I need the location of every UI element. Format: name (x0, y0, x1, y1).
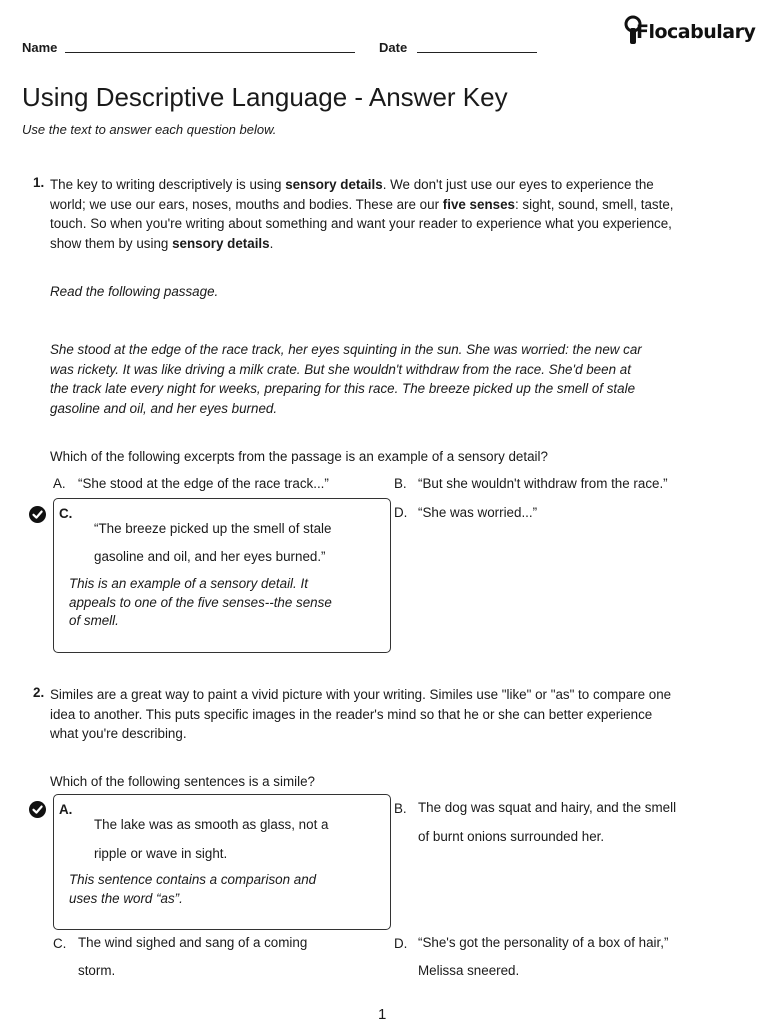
question-2-number: 2. (33, 685, 45, 700)
q2-option-b-letter: B. (394, 801, 407, 816)
question-1-intro: The key to writing descriptively is using sensory details. We don't just use our eyes to experience the world; we use our ears, noses, mouths and bodies. These are our five senses: sight, sound, smell, taste, touch. So when you're writing about something and want your reader to experience what you experience, show them by using sensory details. (50, 177, 674, 251)
q2-option-b-line2[interactable]: of burnt onions surrounded her. (418, 829, 605, 844)
question-2-intro: Similes are a great way to paint a vivid picture with your writing. Similes use "like" or "as" to compare one idea to another. This puts specific images in the reader's mind so that he or she can better experience what you're describing. (50, 687, 672, 741)
q1-explanation: This is an example of a sensory detail. It appeals to one of the five senses--the sense of smell. (69, 576, 332, 628)
q2-option-d-letter: D. (394, 936, 408, 951)
q2-explanation: This sentence contains a comparison and uses the word “as”. (69, 872, 317, 906)
question-1-prompt: Which of the following excerpts from the passage is an example of a sensory detail? (50, 449, 548, 464)
name-line (65, 52, 355, 53)
q2-option-a-line2[interactable]: ripple or wave in sight. (94, 846, 228, 861)
q1-option-d-letter: D. (394, 505, 408, 520)
question-1-number: 1. (33, 175, 45, 190)
flocabulary-logo (622, 15, 754, 49)
q1-option-a-text[interactable]: “She stood at the edge of the race track...” (78, 476, 329, 491)
question-2-prompt: Which of the following sentences is a simile? (50, 774, 315, 789)
q2-option-c-line1[interactable]: The wind sighed and sang of a coming (78, 935, 308, 950)
q1-option-b-letter: B. (394, 476, 407, 491)
page-title: Using Descriptive Language - Answer Key (22, 82, 508, 112)
name-label: Name (22, 40, 58, 55)
page-number: 1 (378, 1006, 387, 1023)
correct-check-icon (29, 801, 46, 818)
q2-option-d-line1[interactable]: “She's got the personality of a box of hair,” (418, 935, 669, 950)
q2-option-b-line1[interactable]: The dog was squat and hairy, and the smell (418, 800, 677, 815)
date-label: Date (379, 40, 408, 55)
q2-option-a-line1[interactable]: The lake was as smooth as glass, not a (94, 817, 329, 832)
q1-option-c-line1[interactable]: “The breeze picked up the smell of stale (94, 521, 332, 536)
correct-check-icon (29, 506, 46, 523)
q2-option-c-letter: C. (53, 936, 67, 951)
q2-option-d-line2[interactable]: Melissa sneered. (418, 963, 520, 978)
q2-option-a-letter: A. (59, 802, 73, 817)
q2-option-c-line2[interactable]: storm. (78, 963, 116, 978)
read-prompt: Read the following passage. (50, 284, 219, 299)
passage: She stood at the edge of the race track, her eyes squinting in the sun. She was worried: the new car was rickety. It was like driving a milk crate. But she wouldn't withdraw from the race. She'd been at the track late every night for weeks, preparing for this race. The breeze picked up the smell of stale gasoline and oil, and her eyes burned. (50, 342, 642, 416)
q1-option-c-line2[interactable]: gasoline and oil, and her eyes burned.” (94, 549, 326, 564)
instructions: Use the text to answer each question below. (22, 122, 277, 137)
q1-option-c-letter: C. (59, 506, 73, 521)
q1-option-d-text[interactable]: “She was worried...” (418, 505, 538, 520)
date-line (417, 52, 537, 53)
q1-option-a-letter: A. (53, 476, 66, 491)
q1-option-b-text[interactable]: “But she wouldn't withdraw from the race.” (418, 476, 668, 491)
logo-text: Flocabulary (636, 21, 756, 43)
